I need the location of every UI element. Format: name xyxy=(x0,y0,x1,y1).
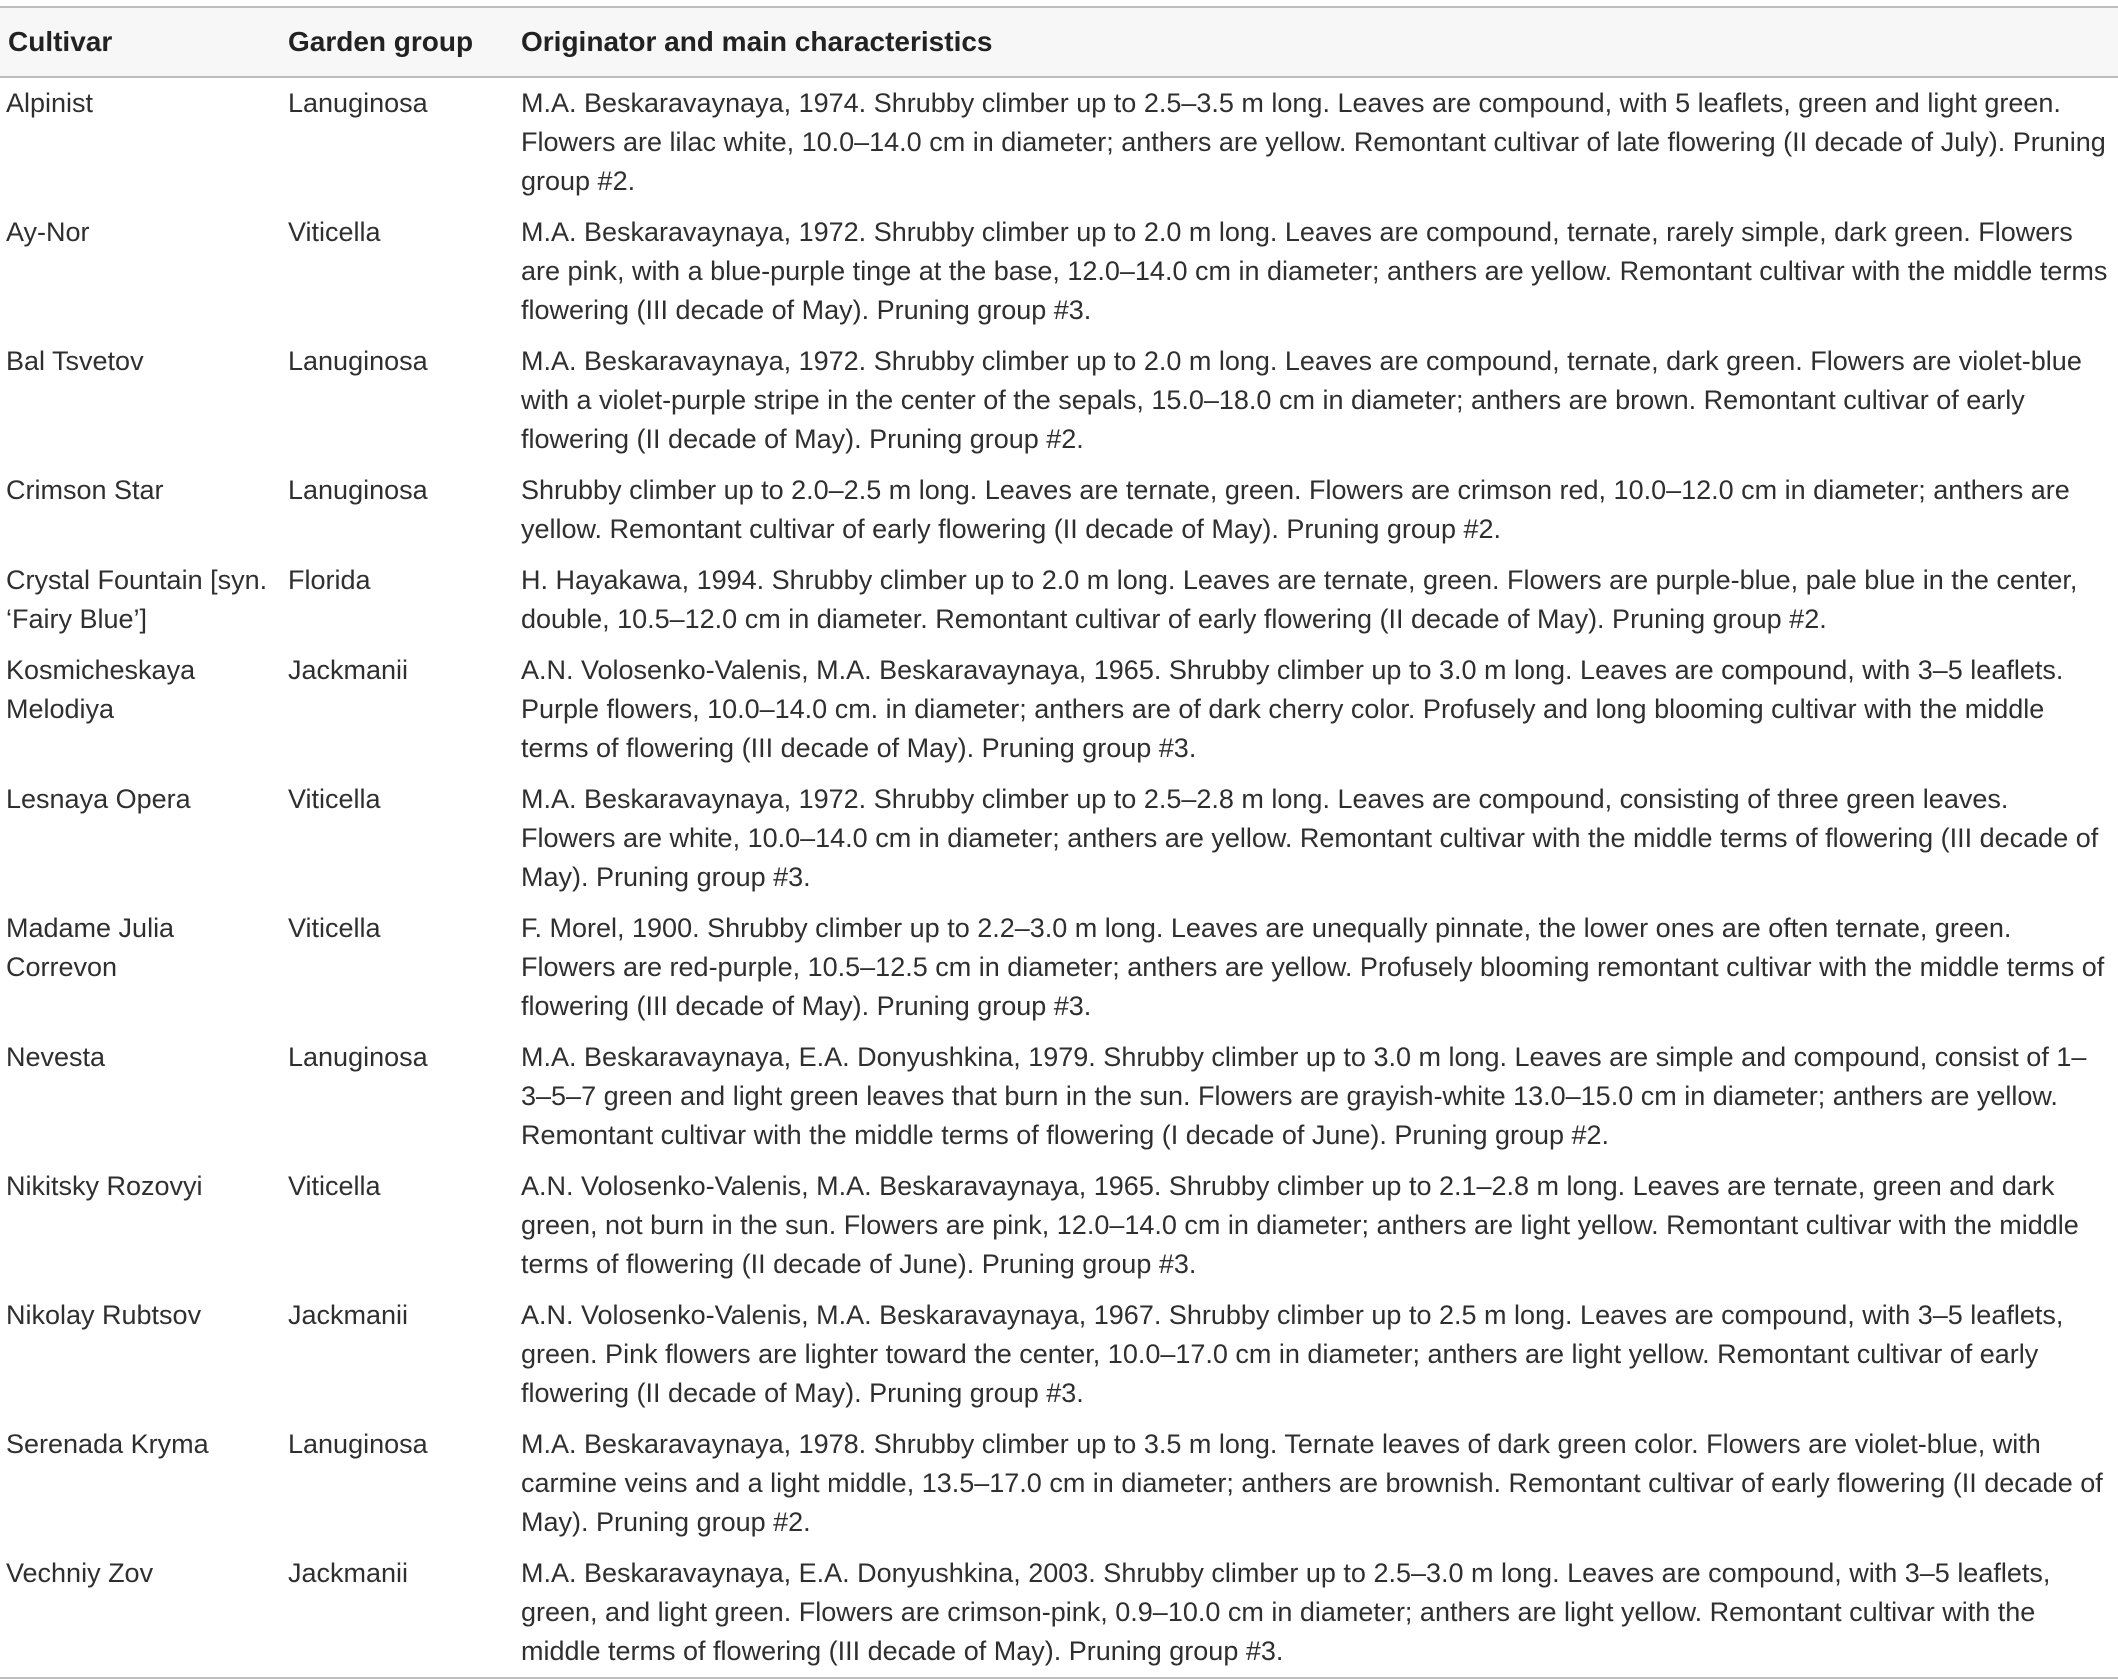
cell-characteristics: H. Hayakawa, 1994. Shrubby climber up to 2.0 m long. Leaves are ternate, green. Flowers are purple-blue, pale blue in the center, double, 10.5–12.0 cm in diameter. Remontant cultivar of early flowering (II decade of May). Pruning group #2. xyxy=(521,565,2078,634)
cell-garden-group: Viticella xyxy=(288,217,381,247)
cell-garden-group: Lanuginosa xyxy=(288,88,428,118)
cell-characteristics: A.N. Volosenko-Valenis, M.A. Beskaravaynaya, 1965. Shrubby climber up to 3.0 m long. Leaves are compound, with 3–5 leaflets. Purple flowers, 10.0–14.0 cm. in diameter; anthers are of dark cherry color. Profusely and long blooming cultivar with the middle terms of flowering (III decade of May). Pruning group #3. xyxy=(521,655,2064,763)
header-garden-group: Garden group xyxy=(288,26,474,57)
cell-cultivar: Vechniy Zov xyxy=(0,1548,280,1678)
cell-characteristics: M.A. Beskaravaynaya, E.A. Donyushkina, 2003. Shrubby climber up to 2.5–3.0 m long. Leaves are compound, with 3–5 leaflets, green, and light green. Flowers are crimson-pink, 0.9–10.0 cm in diameter; anthers are light yellow. Remontant cultivar with the middle terms of flowering (III decade of May). Pruning group #3. xyxy=(513,1548,2118,1678)
cell-garden-group: Viticella xyxy=(288,913,381,943)
cultivar-table xyxy=(0,6,2118,1679)
cell-characteristics: M.A. Beskaravaynaya, 1972. Shrubby climber up to 2.5–2.8 m long. Leaves are compound, consisting of three green leaves. Flowers are white, 10.0–14.0 cm in diameter; anthers are yellow. Remontant cultivar with the middle terms of flowering (III decade of May). Pruning group #3. xyxy=(521,784,2099,892)
table-row xyxy=(0,465,2118,555)
table-row xyxy=(0,336,2118,465)
cultivar-table-container xyxy=(0,6,2118,1679)
cell-cultivar: Lesnaya Opera xyxy=(6,784,191,814)
cell-garden-group: Lanuginosa xyxy=(288,346,428,376)
table-row xyxy=(0,645,2118,774)
cell-characteristics: M.A. Beskaravaynaya, 1972. Shrubby climber up to 2.0 m long. Leaves are compound, ternate, rarely simple, dark green. Flowers are pink, with a blue-purple tinge at the base, 12.0–14.0 cm in diameter; anthers are yellow. Remontant cultivar with the middle terms flowering (III decade of May). Pruning group #3. xyxy=(521,217,2108,325)
table-header xyxy=(0,7,2118,77)
cell-characteristics: Shrubby climber up to 2.0–2.5 m long. Leaves are ternate, green. Flowers are crimson red, 10.0–12.0 cm in diameter; anthers are yellow. Remontant cultivar of early flowering (II decade of May). Pruning group #2. xyxy=(521,475,2070,544)
cell-cultivar: Crimson Star xyxy=(6,475,164,505)
cell-cultivar: Alpinist xyxy=(6,88,94,118)
cell-garden-group: Lanuginosa xyxy=(288,1042,428,1072)
cell-garden-group: Jackmanii xyxy=(288,1300,409,1330)
table-row xyxy=(0,1032,2118,1161)
cell-garden-group: Jackmanii xyxy=(280,1548,513,1678)
cell-cultivar: Bal Tsvetov xyxy=(6,346,144,376)
table-row xyxy=(0,1548,2118,1678)
cell-cultivar: Nikolay Rubtsov xyxy=(6,1300,202,1330)
cell-characteristics: M.A. Beskaravaynaya, 1972. Shrubby climber up to 2.0 m long. Leaves are compound, ternate, dark green. Flowers are violet-blue with a violet-purple stripe in the center of the sepals, 15.0–18.0 cm in diameter; anthers are brown. Remontant cultivar of early flowering (II decade of May). Pruning group #2. xyxy=(521,346,2082,454)
cell-cultivar: Crystal Fountain [syn. ‘Fairy Blue’] xyxy=(6,565,268,634)
table-row xyxy=(0,1419,2118,1548)
cell-characteristics: M.A. Beskaravaynaya, E.A. Donyushkina, 1979. Shrubby climber up to 3.0 m long. Leaves are simple and compound, consist of 1–3–5–7 green and light green leaves that burn in the sun. Flowers are grayish-white 13.0–15.0 cm in diameter; anthers are yellow. Remontant cultivar with the middle terms of flowering (I decade of June). Pruning group #2. xyxy=(521,1042,2087,1150)
cell-characteristics: A.N. Volosenko-Valenis, M.A. Beskaravaynaya, 1965. Shrubby climber up to 2.1–2.8 m long. Leaves are ternate, green and dark green, not burn in the sun. Flowers are pink, 12.0–14.0 cm in diameter; anthers are light yellow. Remontant cultivar with the middle terms of flowering (II decade of June). Pruning group #3. xyxy=(521,1171,2079,1279)
cell-cultivar: Kosmicheskaya Melodiya xyxy=(6,655,196,724)
header-characteristics: Originator and main characteristics xyxy=(521,26,993,57)
cell-cultivar: Nikitsky Rozovyi xyxy=(6,1171,203,1201)
cell-cultivar: Nevesta xyxy=(6,1042,106,1072)
cell-characteristics: F. Morel, 1900. Shrubby climber up to 2.2–3.0 m long. Leaves are unequally pinnate, the lower ones are often ternate, green. Flowers are red-purple, 10.5–12.5 cm in diameter; anthers are yellow. Profusely blooming remontant cultivar with the middle terms of flowering (III decade of May). Pruning group #3. xyxy=(521,913,2105,1021)
cell-characteristics: M.A. Beskaravaynaya, 1978. Shrubby climber up to 3.5 m long. Ternate leaves of dark green color. Flowers are violet-blue, with carmine veins and a light middle, 13.5–17.0 cm in diameter; anthers are brownish. Remontant cultivar of early flowering (II decade of May). Pruning group #2. xyxy=(521,1429,2103,1537)
table-row xyxy=(0,555,2118,645)
cell-garden-group: Lanuginosa xyxy=(288,1429,428,1459)
cell-garden-group: Florida xyxy=(288,565,371,595)
cell-cultivar: Madame Julia Correvon xyxy=(6,913,175,982)
table-row xyxy=(0,207,2118,336)
header-row xyxy=(0,7,2118,77)
cell-garden-group: Viticella xyxy=(288,784,381,814)
cell-cultivar: Serenada Kryma xyxy=(6,1429,209,1459)
table-body xyxy=(0,77,2118,1678)
table-row xyxy=(0,774,2118,903)
cell-garden-group: Lanuginosa xyxy=(288,475,428,505)
table-row xyxy=(0,1161,2118,1290)
cell-characteristics: A.N. Volosenko-Valenis, M.A. Beskaravaynaya, 1967. Shrubby climber up to 2.5 m long. Leaves are compound, with 3–5 leaflets, green. Pink flowers are lighter toward the center, 10.0–17.0 cm in diameter; anthers are light yellow. Remontant cultivar of early flowering (II decade of May). Pruning group #3. xyxy=(521,1300,2064,1408)
cell-garden-group: Jackmanii xyxy=(288,655,409,685)
table-row xyxy=(0,1290,2118,1419)
cell-cultivar: Ay-Nor xyxy=(6,217,90,247)
cell-garden-group: Viticella xyxy=(288,1171,381,1201)
table-row xyxy=(0,903,2118,1032)
table-row xyxy=(0,77,2118,207)
header-cultivar: Cultivar xyxy=(8,26,113,57)
cell-characteristics: M.A. Beskaravaynaya, 1974. Shrubby climber up to 2.5–3.5 m long. Leaves are compound, with 5 leaflets, green and light green. Flowers are lilac white, 10.0–14.0 cm in diameter; anthers are yellow. Remontant cultivar of late flowering (II decade of July). Pruning group #2. xyxy=(521,88,2106,196)
